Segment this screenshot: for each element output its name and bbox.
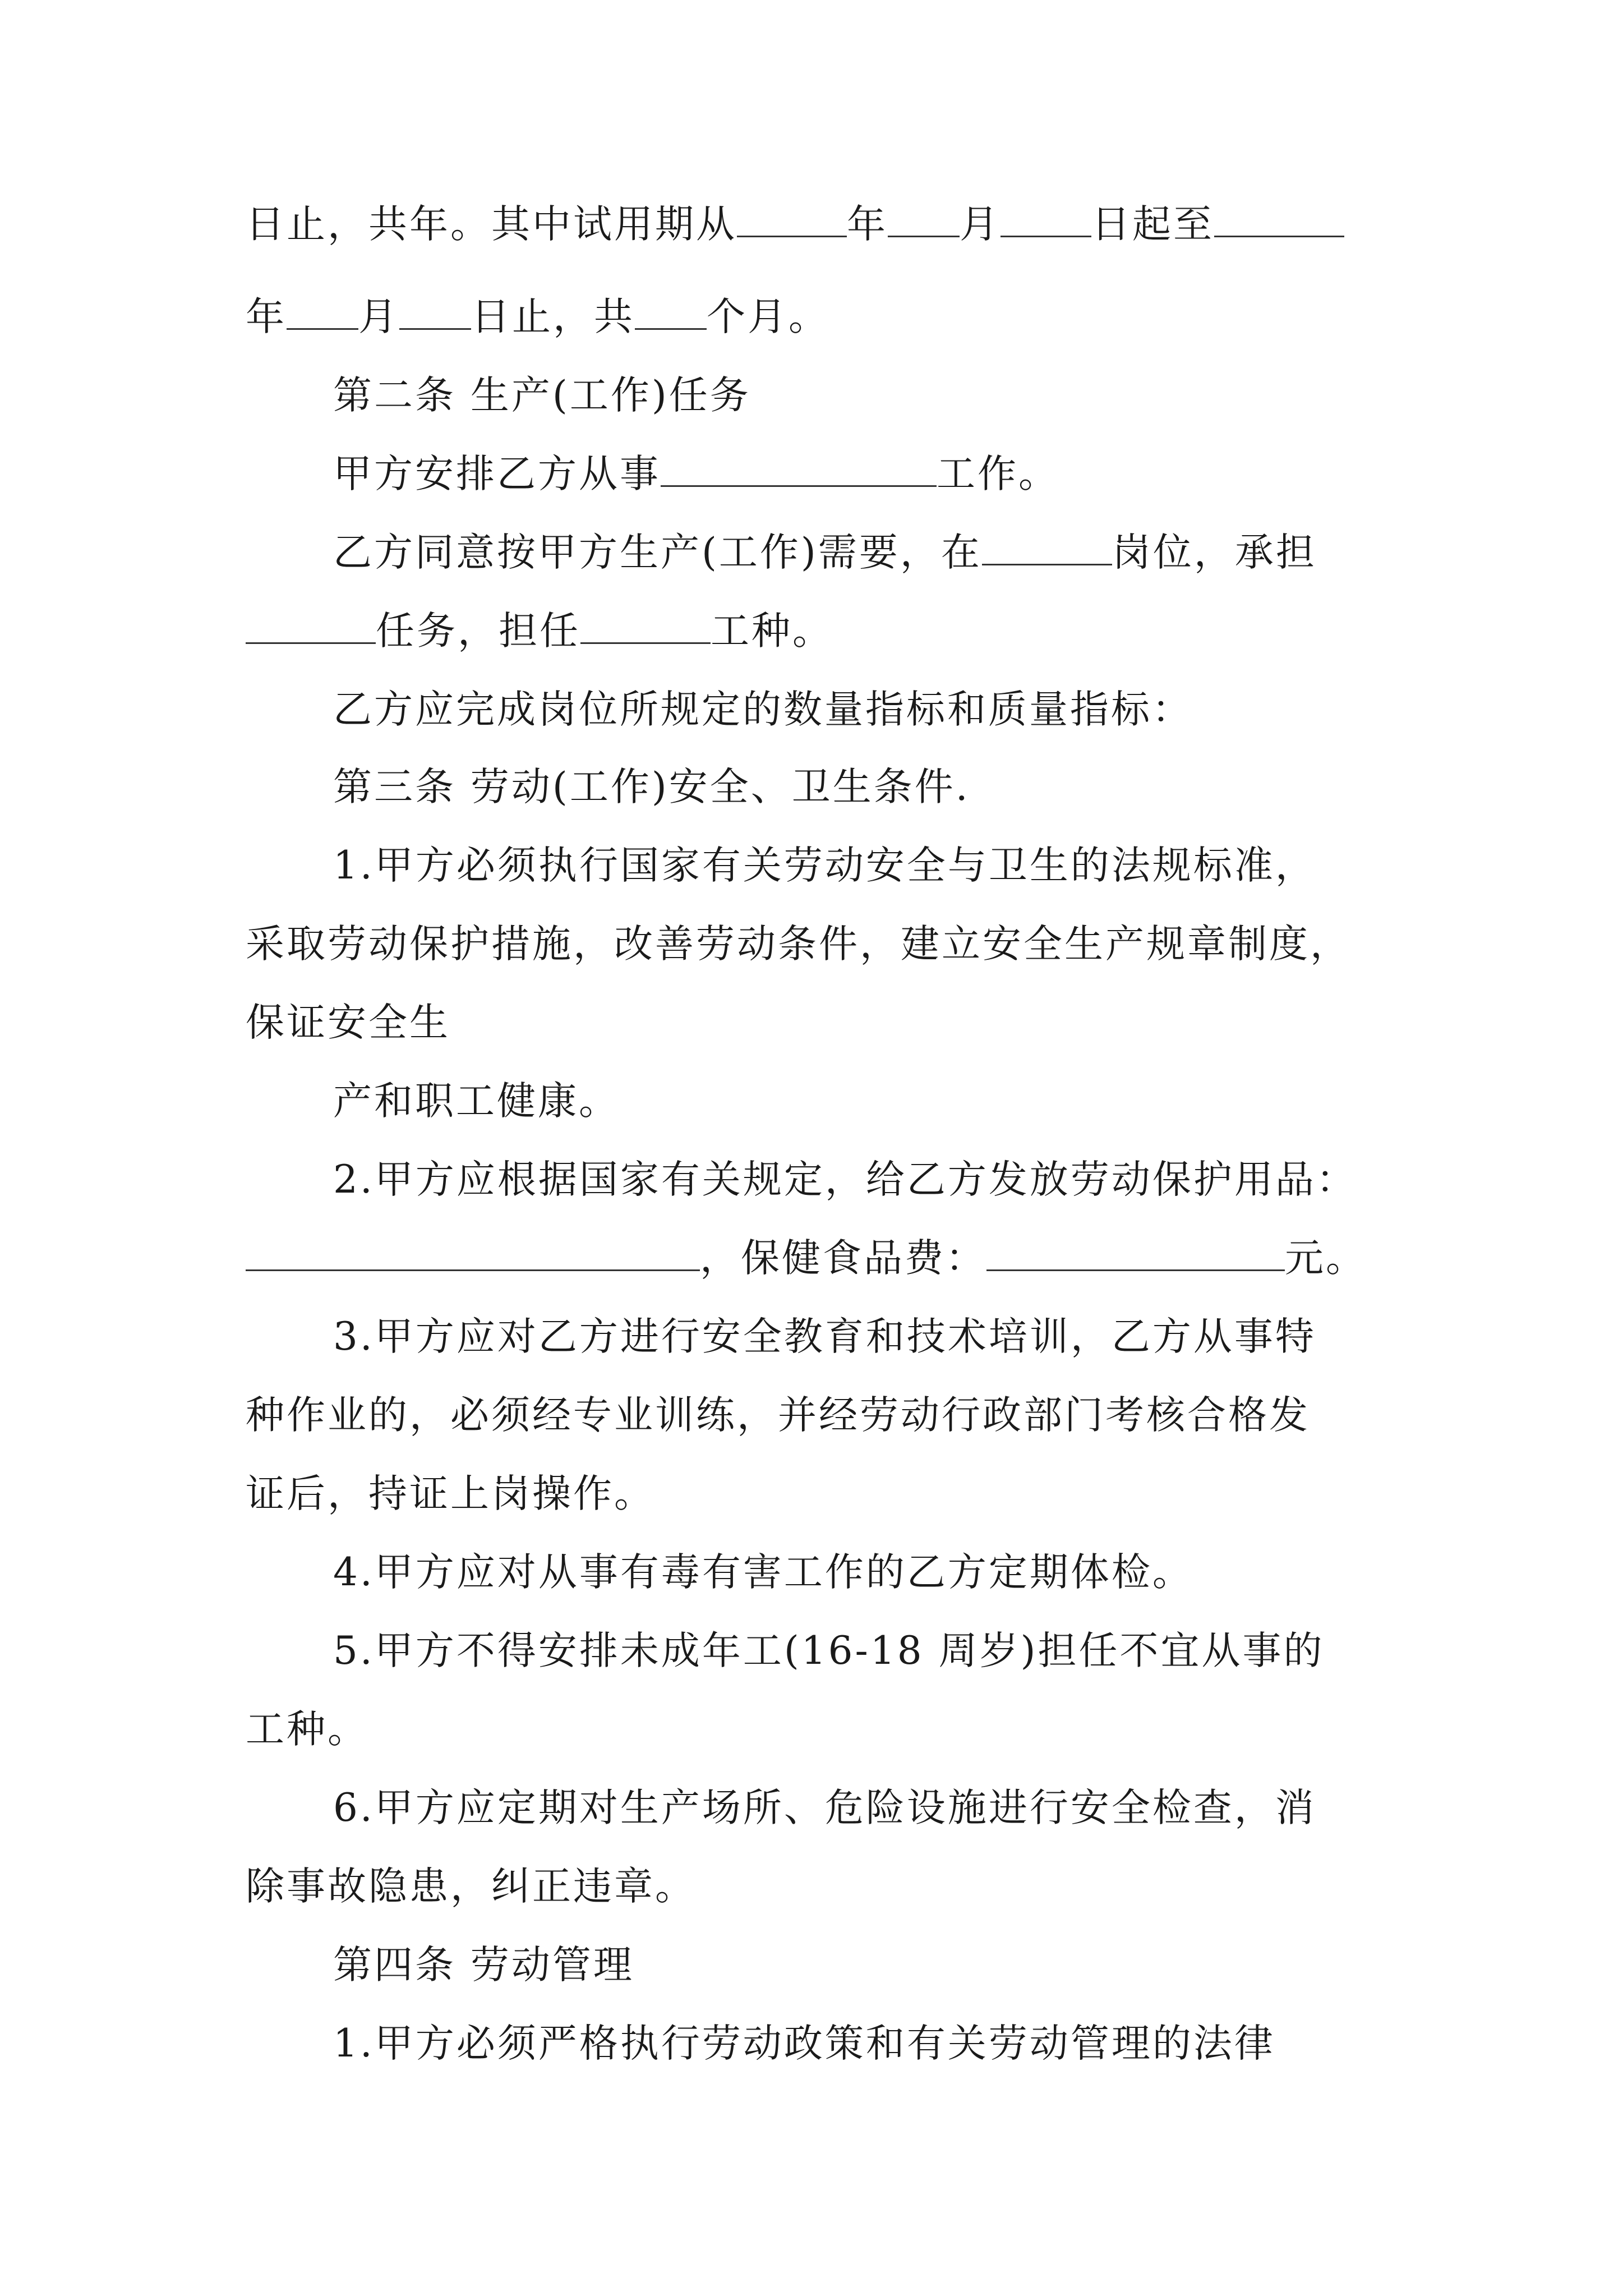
text-line-19 [333, 1628, 1325, 1673]
line-text: 元。 [1285, 1236, 1367, 1281]
line-text: 工种。 [246, 1707, 368, 1752]
blank-field [1214, 203, 1344, 237]
line-text: 产和职工健康。 [333, 1079, 620, 1124]
line-text: 6.甲方应定期对生产场所、危险设施进行安全检查，消 [333, 1786, 1316, 1830]
text-line-18 [333, 1550, 1193, 1595]
blank-field [661, 453, 937, 487]
blank-field [737, 203, 847, 237]
line-text: 种作业的，必须经专业训练，并经劳动行政部门考核合格发 [246, 1393, 1310, 1438]
line-text: 年 [847, 202, 888, 247]
blank-field [888, 203, 960, 237]
line-text: 日起至 [1091, 202, 1214, 247]
text-line-7 [333, 687, 1193, 732]
section-heading [333, 765, 970, 809]
text-line-14 [246, 1236, 1367, 1281]
section-heading [333, 373, 751, 418]
section-heading [333, 1943, 634, 1987]
text-line-17 [246, 1471, 655, 1516]
blank-field [246, 1237, 700, 1271]
text-line-21 [333, 1786, 1316, 1830]
blank-field [580, 610, 711, 644]
line-text: 任务，担任 [376, 609, 580, 654]
text-line-4 [333, 452, 1059, 496]
line-text: 4.甲方应对从事有毒有害工作的乙方定期体检。 [333, 1550, 1193, 1595]
text-line-12 [333, 1079, 620, 1124]
text-line-20 [246, 1707, 368, 1752]
blank-field [1000, 203, 1091, 237]
line-text: 乙方应完成岗位所规定的数量指标和质量指标： [333, 687, 1193, 732]
line-text: 证后，持证上岗操作。 [246, 1471, 655, 1516]
line-text: 工作。 [937, 452, 1059, 496]
text-line-1 [246, 202, 1344, 247]
text-line-10 [246, 922, 1351, 967]
line-text: 1.甲方必须严格执行劳动政策和有关劳动管理的法律 [333, 2021, 1275, 2066]
line-text: 采取劳动保护措施，改善劳动条件，建立安全生产规章制度， [246, 922, 1351, 967]
text-line-2 [246, 295, 829, 339]
text-line-5 [333, 530, 1317, 575]
line-text: 年 [246, 295, 287, 339]
blank-field [635, 296, 707, 330]
line-text: 保证安全生 [246, 1000, 450, 1045]
line-text: 工种。 [711, 609, 833, 654]
line-text: 2.甲方应根据国家有关规定，给乙方发放劳动保护用品： [333, 1157, 1357, 1202]
text-line-9 [333, 843, 1316, 888]
blank-field [986, 1237, 1285, 1271]
line-text: 甲方安排乙方从事 [333, 452, 661, 496]
line-text: 个月。 [707, 295, 829, 339]
line-text: 除事故隐患，纠正违章。 [246, 1864, 696, 1909]
text-line-6 [246, 609, 833, 654]
line-text: 第三条 劳动(工作)安全、卫生条件. [333, 765, 970, 809]
line-text: 月 [960, 202, 1000, 247]
line-text: 月 [358, 295, 399, 339]
line-text: 岗位，承担 [1112, 530, 1317, 575]
text-line-13 [333, 1157, 1357, 1202]
blank-field [287, 296, 358, 330]
text-line-11 [246, 1000, 450, 1045]
line-text: ，保健食品费： [700, 1236, 986, 1281]
line-text: 乙方同意按甲方生产(工作)需要，在 [333, 530, 982, 575]
blank-field [399, 296, 471, 330]
text-line-24 [333, 2021, 1275, 2066]
text-line-22 [246, 1864, 696, 1909]
text-line-16 [246, 1393, 1310, 1438]
line-text: 第二条 生产(工作)任务 [333, 373, 751, 418]
text-line-15 [333, 1314, 1316, 1359]
line-text: 5.甲方不得安排未成年工(16-18 周岁)担任不宜从事的 [333, 1628, 1325, 1673]
blank-field [246, 610, 376, 644]
blank-field [982, 531, 1112, 565]
line-text: 第四条 劳动管理 [333, 1943, 634, 1987]
line-text: 日止，共 [471, 295, 635, 339]
line-text: 3.甲方应对乙方进行安全教育和技术培训，乙方从事特 [333, 1314, 1316, 1359]
line-text: 1.甲方必须执行国家有关劳动安全与卫生的法规标准， [333, 843, 1316, 888]
line-text: 日止，共年。其中试用期从 [246, 202, 737, 247]
